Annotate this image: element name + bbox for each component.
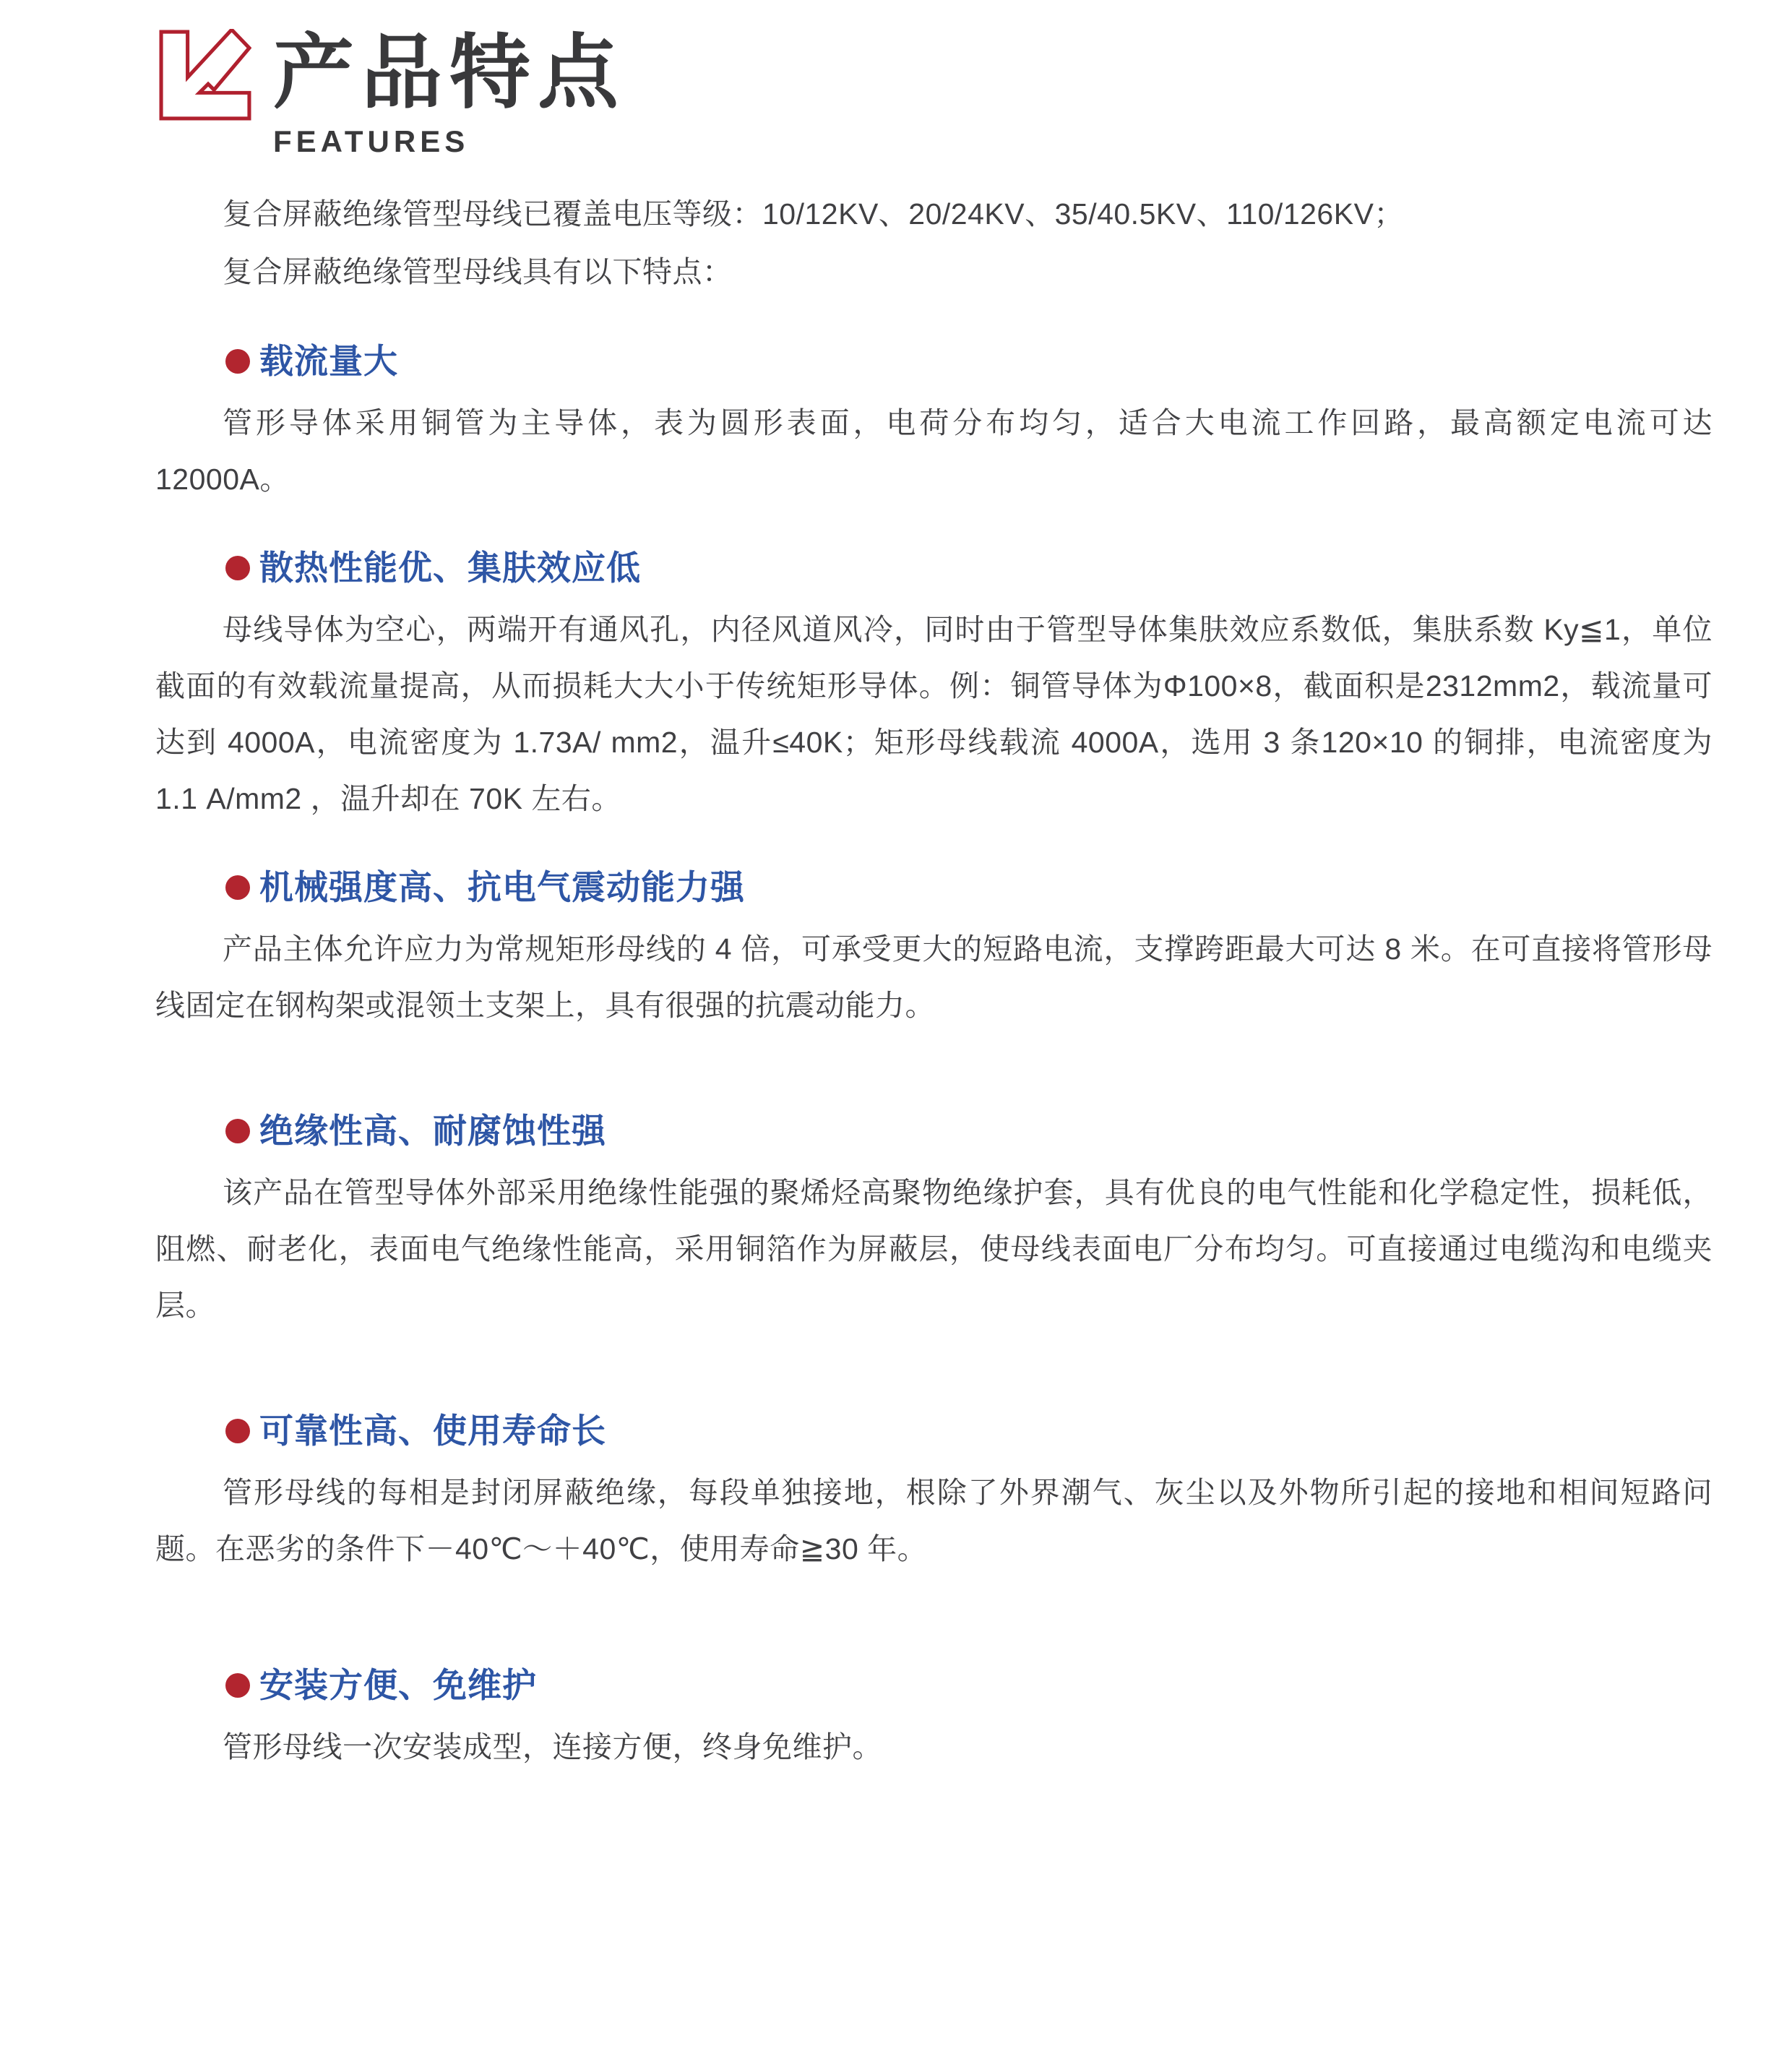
feature-body: 管形母线的每相是封闭屏蔽绝缘，每段单独接地，根除了外界潮气、灰尘以及外物所引起的接地和相间短路问题。在恶劣的条件下－40℃～＋40℃，使用寿命≧30 年。 <box>155 1476 1713 1565</box>
feature-body: 产品主体允许应力为常规矩形母线的 4 倍，可承受更大的短路电流，支撑跨距最大可达 8 米。在可直接将管形母线固定在钢构架或混领土支架上，具有很强的抗震动能力。 <box>155 932 1713 1022</box>
bullet-icon <box>225 1119 250 1143</box>
feature-section-easy-install <box>155 1664 1713 1775</box>
arrow-corner-logo-icon <box>159 27 251 121</box>
bullet-icon <box>225 1673 250 1698</box>
bullet-icon <box>225 349 250 374</box>
feature-heading <box>225 340 1713 383</box>
bullet-icon <box>225 1419 250 1443</box>
feature-heading-label: 散热性能优、集肤效应低 <box>259 549 641 587</box>
feature-heading-label: 可靠性高、使用寿命长 <box>259 1412 606 1450</box>
intro-line-2: 复合屏蔽绝缘管型母线具有以下特点： <box>223 255 733 288</box>
feature-section-heat-dissipation <box>155 546 1713 827</box>
feature-heading <box>225 1109 1713 1153</box>
feature-heading-label: 机械强度高、抗电气震动能力强 <box>259 868 745 906</box>
feature-heading <box>225 1409 1713 1453</box>
feature-section-current-capacity <box>155 340 1713 507</box>
feature-section-insulation <box>155 1109 1713 1333</box>
page-subtitle: FEATURES <box>273 124 470 158</box>
feature-heading <box>225 1664 1713 1707</box>
feature-heading-label: 安装方便、免维护 <box>259 1666 537 1704</box>
feature-heading <box>225 546 1713 590</box>
feature-body: 该产品在管型导体外部采用绝缘性能强的聚烯烃高聚物绝缘护套，具有优良的电气性能和化学稳定性，损耗低，阻燃、耐老化，表面电气绝缘性能高，采用铜箔作为屏蔽层，使母线表面电厂分布均匀。可直接通过电缆沟和电缆夹层。 <box>155 1176 1713 1322</box>
brand-text <box>273 27 626 158</box>
page-title: 产品特点 <box>273 27 626 118</box>
features-header <box>159 27 1713 158</box>
feature-heading <box>225 866 1713 909</box>
feature-heading-label: 载流量大 <box>259 342 398 380</box>
intro-line-1: 复合屏蔽绝缘管型母线已覆盖电压等级：10/12KV、20/24KV、35/40.5KV、110/126KV； <box>223 197 1404 231</box>
feature-body: 管形导体采用铜管为主导体，表为圆形表面，电荷分布均匀，适合大电流工作回路，最高额定电流可达 12000A。 <box>155 406 1713 496</box>
bullet-icon <box>225 875 250 900</box>
bullet-icon <box>225 556 250 580</box>
feature-body: 母线导体为空心，两端开有通风孔，内径风道风冷，同时由于管型导体集肤效应系数低，集肤系数 Ky≦1，单位截面的有效载流量提高，从而损耗大大小于传统矩形导体。例：铜管导体为Φ100×8，截面积是2312mm2，载流量可达到 4000A，电流密度为 1.73A/ mm2，温升≤40K；矩形母线载流 4000A，选用 3 条120×10 的铜排，电流密度为 1.1 A/mm2 ，温升却在 70K 左右。 <box>155 613 1713 815</box>
feature-section-reliability <box>155 1409 1713 1577</box>
feature-section-mechanical-strength <box>155 866 1713 1034</box>
feature-heading-label: 绝缘性高、耐腐蚀性强 <box>259 1112 606 1150</box>
feature-body: 管形母线一次安装成型，连接方便，终身免维护。 <box>223 1730 882 1764</box>
